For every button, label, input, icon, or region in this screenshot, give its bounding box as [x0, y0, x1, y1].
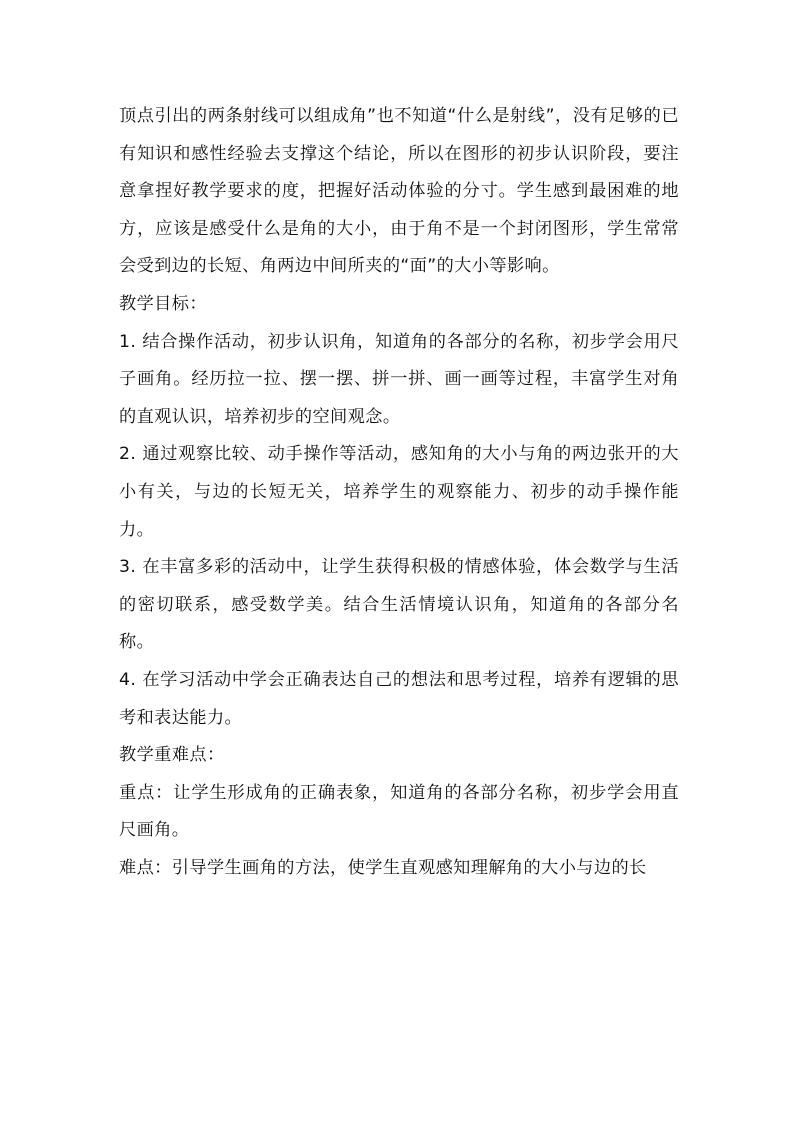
objective-item-1: 1. 结合操作活动，初步认识角，知道角的各部分的名称，初步学会用尺子画角。经历拉一拉、摆一摆、拼一拼、画一画等过程，丰富学生对角的直观认识，培养初步的空间观念。 [119, 331, 679, 427]
objective-item-2: 2. 通过观察比较、动手操作等活动，感知角的大小与角的两边张开的大小有关，与边的长短无关，培养学生的观察能力、初步的动手操作能力。 [119, 444, 679, 540]
document-body [119, 98, 679, 887]
objective-item-3: 3. 在丰富多彩的活动中，让学生获得积极的情感体验，体会数学与生活的密切联系，感受数学美。结合生活情境认识角，知道角的各部分名称。 [119, 557, 679, 653]
key-point: 重点：让学生形成角的正确表象，知道角的各部分名称，初步学会用直尺画角。 [119, 782, 679, 841]
heading-teaching-objectives: 教学目标： [119, 293, 207, 314]
objective-item-4: 4. 在学习活动中学会正确表达自己的想法和思考过程，培养有逻辑的思考和表达能力。 [119, 669, 679, 728]
difficult-point: 难点：引导学生画角的方法，使学生直观感知理解角的大小与边的长 [119, 857, 647, 878]
paragraph-intro: 顶点引出的两条射线可以组成角”也不知道“什么是射线”，没有足够的已有知识和感性经验去支撑这个结论，所以在图形的初步认识阶段，要注意拿捏好教学要求的度，把握好活动体验的分寸。学生感到最困难的地方，应该是感受什么是角的大小，由于角不是一个封闭图形，学生常常会受到边的长短、角两边中间所夹的“面”的大小等影响。 [119, 106, 679, 277]
heading-key-difficult-points: 教学重难点： [119, 745, 225, 766]
